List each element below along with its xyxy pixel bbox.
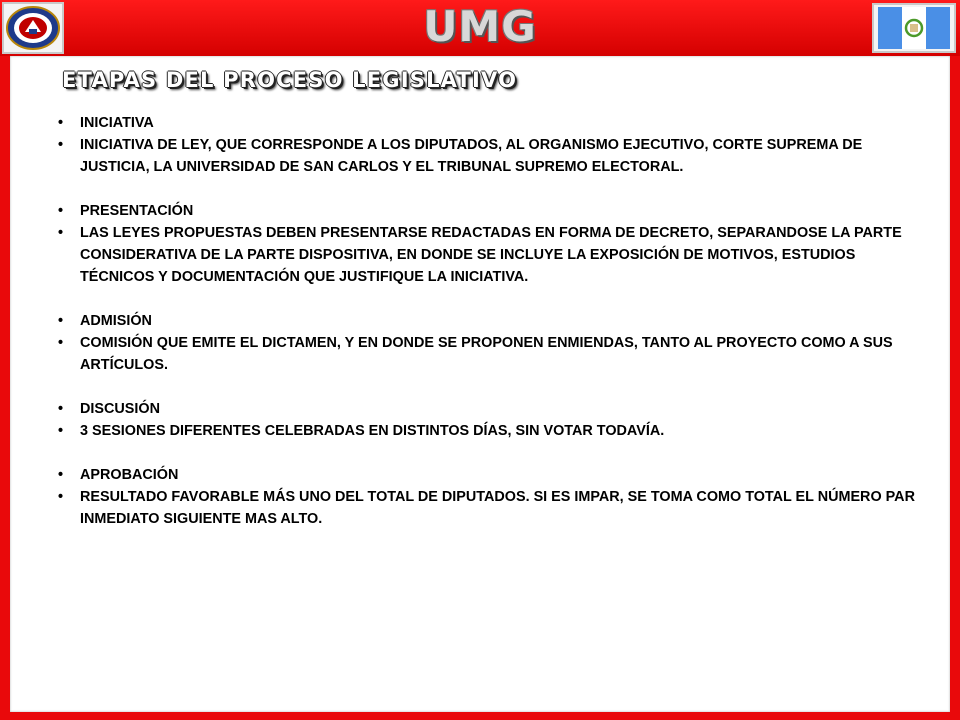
list-item — [58, 112, 920, 134]
bullet-icon: • — [58, 489, 64, 505]
list-item-text: LAS LEYES PROPUESTAS DEBEN PRESENTARSE REDACTADAS EN FORMA DE DECRETO, SEPARANDOSE LA PARTE CONSIDERATIVA DE LA PARTE DISPOSITIVA, EN DONDE SE INCLUYE LA EXPOSICIÓN DE MOTIVOS, ESTUDIOS TÉCNICOS Y DOCUMENTACIÓN QUE JUSTIFIQUE LA INICIATIVA. — [80, 225, 902, 285]
list-item-text: DISCUSIÓN — [80, 401, 160, 417]
list-item-text: 3 SESIONES DIFERENTES CELEBRADAS EN DISTINTOS DÍAS, SIN VOTAR TODAVÍA. — [80, 423, 665, 439]
list-item-text: ADMISIÓN — [80, 313, 152, 329]
list-item-text: COMISIÓN QUE EMITE EL DICTAMEN, Y EN DONDE SE PROPONEN ENMIENDAS, TANTO AL PROYECTO COMO A SUS ARTÍCULOS. — [80, 335, 893, 373]
list-item — [58, 332, 920, 376]
list-item — [58, 134, 920, 178]
list-item — [58, 464, 920, 486]
bullet-icon: • — [58, 313, 64, 329]
list-item-text: RESULTADO FAVORABLE MÁS UNO DEL TOTAL DE DIPUTADOS. SI ES IMPAR, SE TOMA COMO TOTAL EL NÚMERO PAR INMEDIATO SIGUIENTE MAS ALTO. — [80, 489, 915, 527]
list-item-text: INICIATIVA DE LEY, QUE CORRESPONDE A LOS DIPUTADOS, AL ORGANISMO EJECUTIVO, CORTE SUPREMA DE JUSTICIA, LA UNIVERSIDAD DE SAN CARLOS Y EL TRIBUNAL SUPREMO ELECTORAL. — [80, 137, 863, 175]
bullet-icon: • — [58, 423, 64, 439]
bullet-icon: • — [58, 203, 64, 219]
list-item-text: INICIATIVA — [80, 115, 154, 131]
brand-logo-text: UMG — [423, 2, 537, 51]
bullet-list — [58, 112, 920, 530]
list-item — [58, 420, 920, 442]
list-item — [58, 222, 920, 288]
bullet-icon: • — [58, 225, 64, 241]
bullet-icon: • — [58, 137, 64, 153]
list-item — [58, 200, 920, 222]
list-item — [58, 486, 920, 530]
list-item — [58, 398, 920, 420]
list-item-text: APROBACIÓN — [80, 467, 179, 483]
bullet-icon: • — [58, 115, 64, 131]
bullet-icon: • — [58, 467, 64, 483]
guatemala-flag-icon — [872, 3, 956, 53]
list-item-text: PRESENTACIÓN — [80, 203, 194, 219]
bullet-icon: • — [58, 401, 64, 417]
slide-title: ETAPAS DEL PROCESO LEGISLATIVO — [62, 68, 518, 92]
list-item — [58, 310, 920, 332]
bullet-icon: • — [58, 335, 64, 351]
